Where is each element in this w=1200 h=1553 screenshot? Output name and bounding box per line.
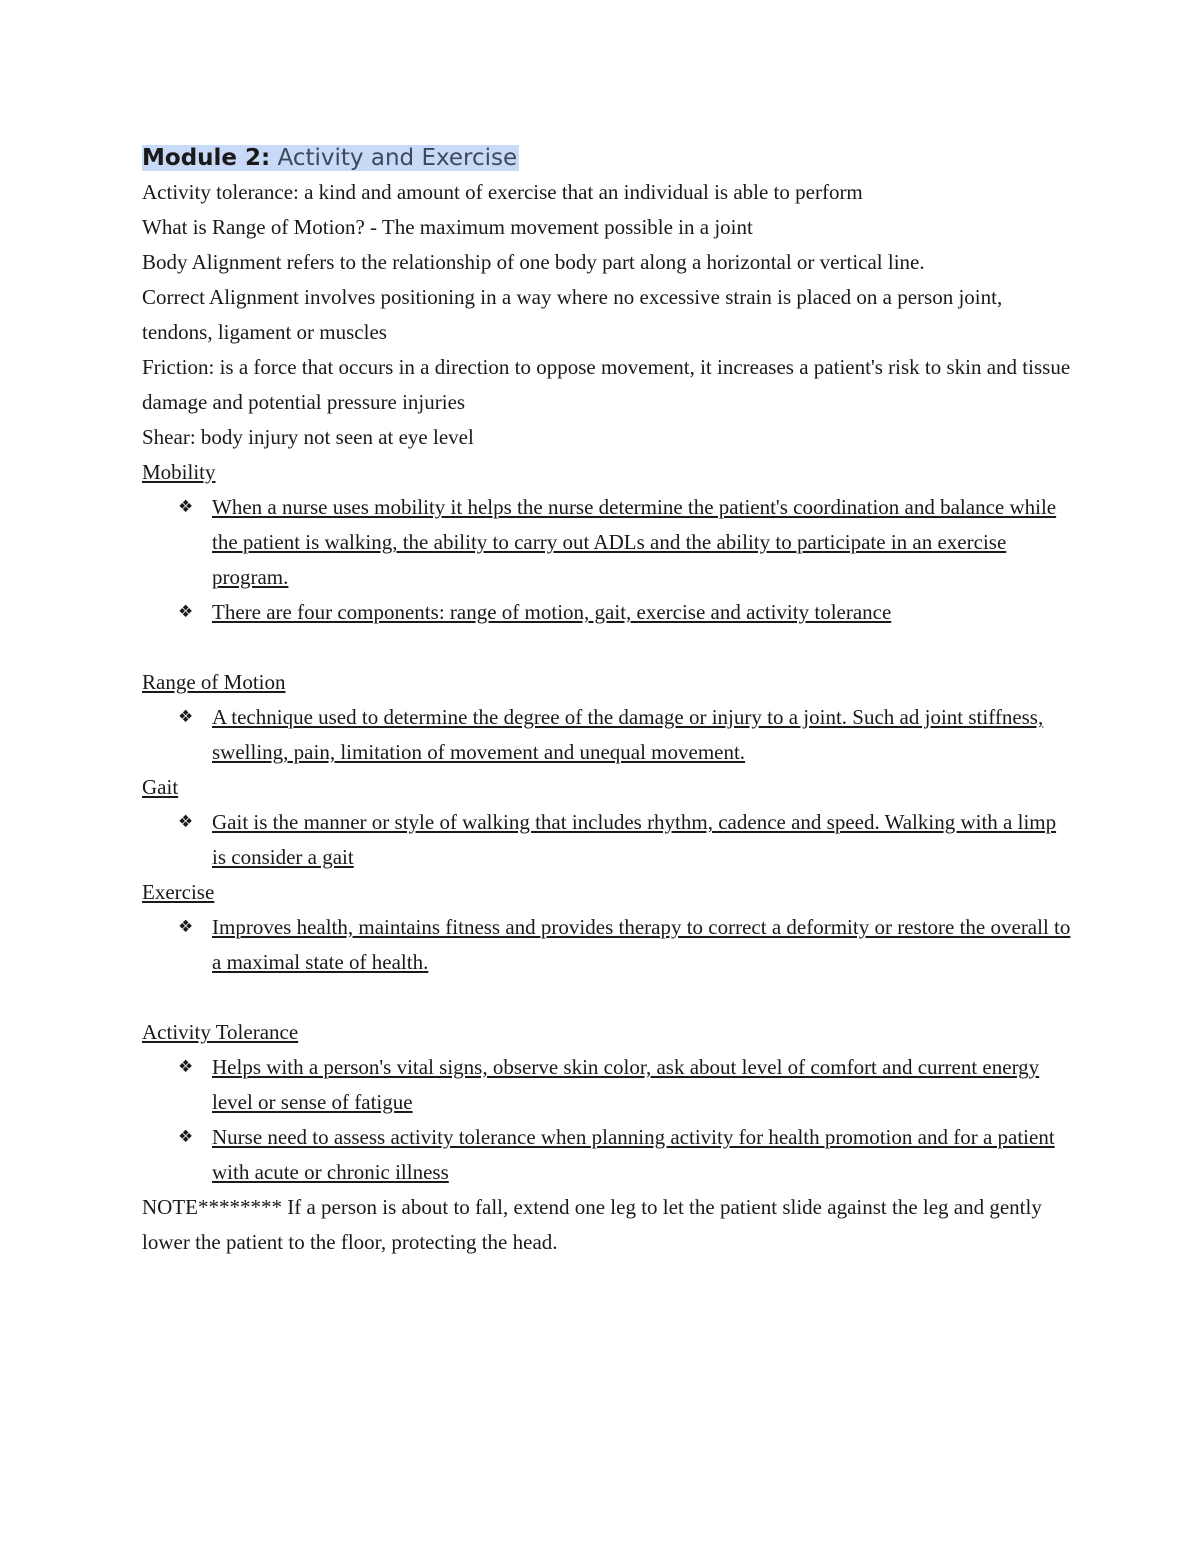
bullet-text: When a nurse uses mobility it helps the nurse determine the patient's coordination and balance while the patient is walking, the ability to carry out ADLs and the ability to participate in an exercise program.	[212, 495, 1057, 589]
list-item	[142, 595, 1072, 630]
diamond-bullet-icon: ❖	[178, 1057, 194, 1077]
diamond-bullet-icon: ❖	[178, 917, 194, 937]
definition-shear: Shear: body injury not seen at eye level	[142, 425, 474, 449]
section-heading-gait: Gait	[142, 775, 179, 799]
section-heading-activity-tolerance: Activity Tolerance	[142, 1020, 299, 1044]
diamond-bullet-icon: ❖	[178, 812, 194, 832]
bullet-text: There are four components: range of motion, gait, exercise and activity tolerance	[212, 600, 892, 624]
list-item	[142, 910, 1072, 980]
module-title: Activity and Exercise	[277, 145, 518, 171]
module-label: Module 2:	[142, 145, 271, 171]
mobility-bullet-list	[142, 490, 1072, 630]
blank-line	[142, 980, 1072, 1015]
activity-tolerance-bullet-list	[142, 1050, 1072, 1190]
definition-activity-tolerance: Activity tolerance: a kind and amount of exercise that an individual is able to perform	[142, 180, 863, 204]
list-item	[142, 1120, 1072, 1190]
exercise-bullet-list	[142, 910, 1072, 980]
definition-friction: Friction: is a force that occurs in a direction to oppose movement, it increases a patient's risk to skin and tissue damage and potential pressure injuries	[142, 355, 1071, 414]
range-of-motion-bullet-list	[142, 700, 1072, 770]
definition-body-alignment: Body Alignment refers to the relationship of one body part along a horizontal or vertical line.	[142, 250, 925, 274]
diamond-bullet-icon: ❖	[178, 707, 194, 727]
diamond-bullet-icon: ❖	[178, 497, 194, 517]
safety-note: NOTE******** If a person is about to fall, extend one leg to let the patient slide against the leg and gently lower the patient to the floor, protecting the head.	[142, 1195, 1042, 1254]
list-item	[142, 490, 1072, 595]
diamond-bullet-icon: ❖	[178, 602, 194, 622]
title-highlight	[142, 145, 519, 171]
document-page	[142, 140, 1072, 1260]
diamond-bullet-icon: ❖	[178, 1127, 194, 1147]
section-heading-mobility: Mobility	[142, 460, 216, 484]
list-item	[142, 700, 1072, 770]
bullet-text: Helps with a person's vital signs, observe skin color, ask about level of comfort and current energy level or sense of fatigue	[212, 1055, 1040, 1114]
bullet-text: Improves health, maintains fitness and provides therapy to correct a deformity or restore the overall to a maximal state of health.	[212, 915, 1071, 974]
page-title	[142, 140, 1072, 175]
bullet-text: Gait is the manner or style of walking that includes rhythm, cadence and speed. Walking with a limp is consider a gait	[212, 810, 1057, 869]
section-heading-range-of-motion: Range of Motion	[142, 670, 286, 694]
blank-line	[142, 630, 1072, 665]
section-heading-exercise: Exercise	[142, 880, 215, 904]
bullet-text: A technique used to determine the degree of the damage or injury to a joint. Such ad joint stiffness, swelling, pain, limitation of movement and unequal movement.	[212, 705, 1044, 764]
definition-range-of-motion: What is Range of Motion? - The maximum movement possible in a joint	[142, 215, 753, 239]
list-item	[142, 805, 1072, 875]
gait-bullet-list	[142, 805, 1072, 875]
list-item	[142, 1050, 1072, 1120]
definition-correct-alignment: Correct Alignment involves positioning in a way where no excessive strain is placed on a person joint, tendons, ligament or muscles	[142, 285, 1003, 344]
bullet-text: Nurse need to assess activity tolerance when planning activity for health promotion and for a patient with acute or chronic illness	[212, 1125, 1055, 1184]
